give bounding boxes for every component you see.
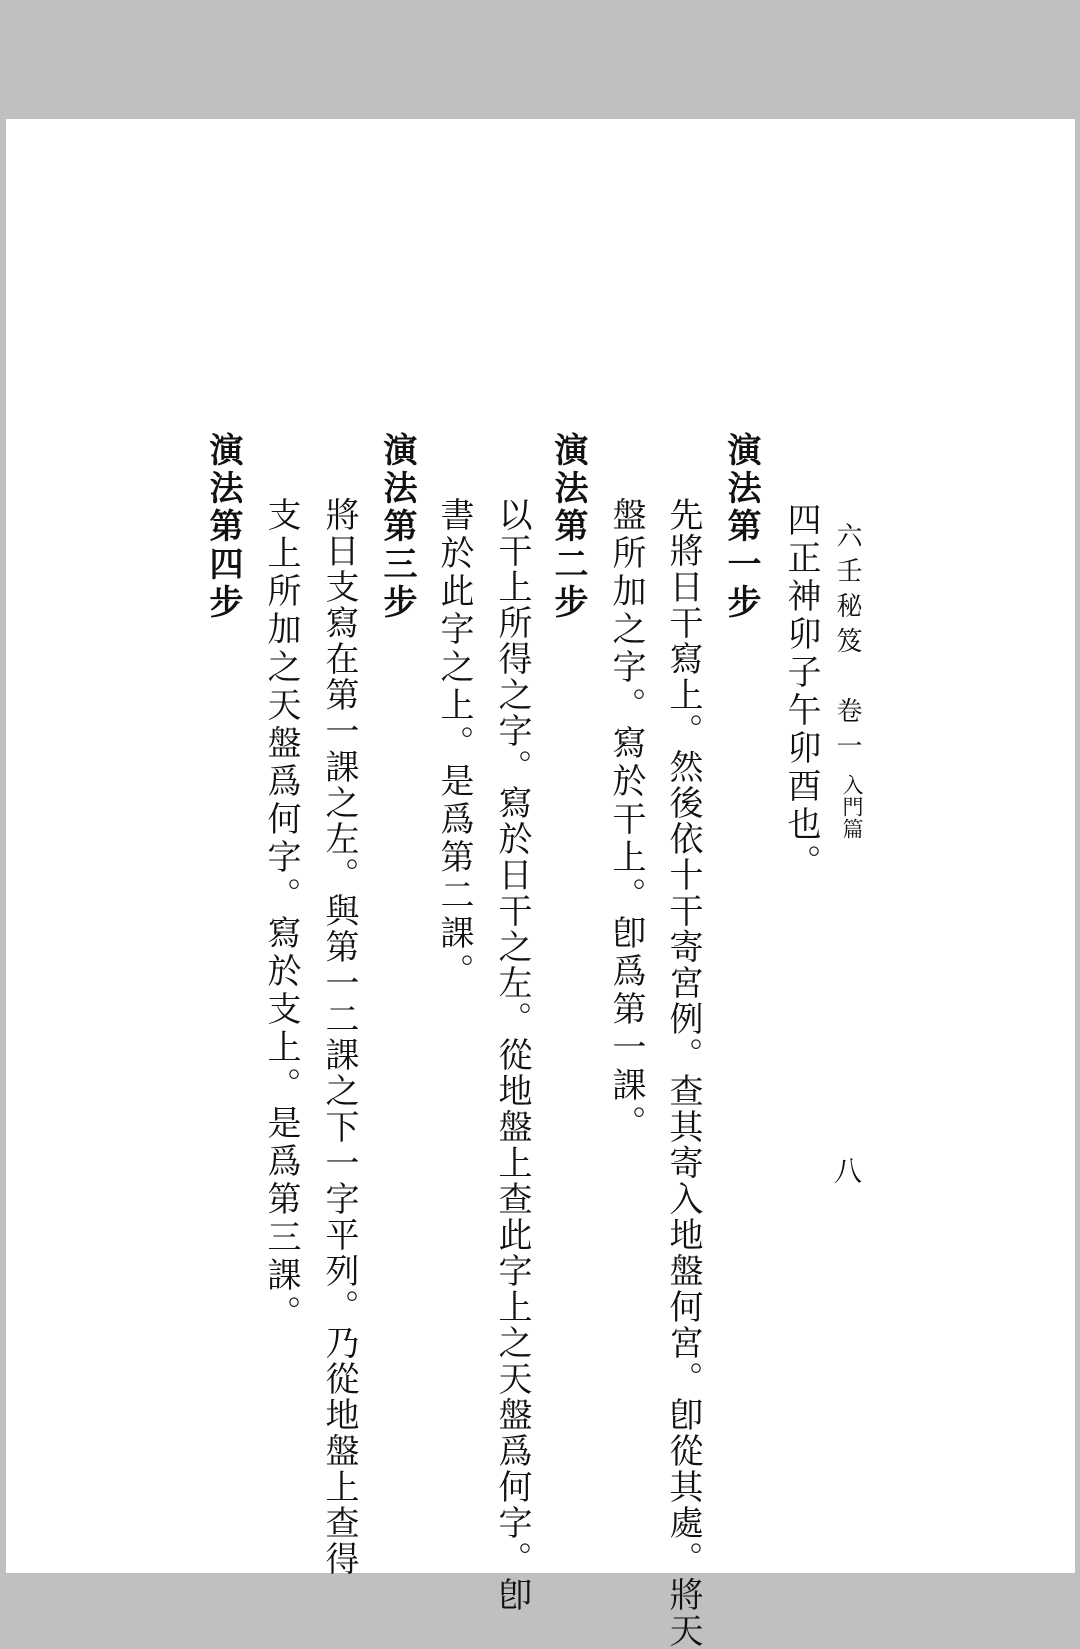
section-heading-step-1: 演法第一步: [721, 432, 761, 622]
text-column: 以干上所得之字。寫於日干之左。從地盤上查此字上之天盤爲何字。卽: [492, 497, 532, 1613]
section-heading-step-3: 演法第三步: [377, 432, 417, 622]
running-header-section: 入門篇: [840, 774, 864, 840]
text-column: 盤所加之字。寫於干上。卽爲第一課。: [606, 497, 646, 1143]
section-heading-step-4: 演法第四步: [203, 432, 243, 622]
page-number: 八: [830, 1156, 863, 1184]
book-page: [6, 119, 1075, 1649]
text-column: 先將日干寫上。然後依十干寄宮例。查其寄入地盤何宮。卽從其處。將天: [663, 497, 703, 1649]
text-column: 書於此字之上。是爲第二課。: [434, 497, 474, 991]
section-heading-step-2: 演法第二步: [548, 432, 588, 622]
running-header-title: 六壬秘笈 卷一: [832, 522, 862, 767]
text-column: 將日支寫在第一課之左。與第一二課之下一字平列。乃從地盤上查得: [319, 497, 359, 1577]
text-column: 四正神卯子午卯酉也。: [781, 502, 821, 882]
text-column: 支上所加之天盤爲何字。寫於支上。是爲第三課。: [261, 497, 301, 1333]
